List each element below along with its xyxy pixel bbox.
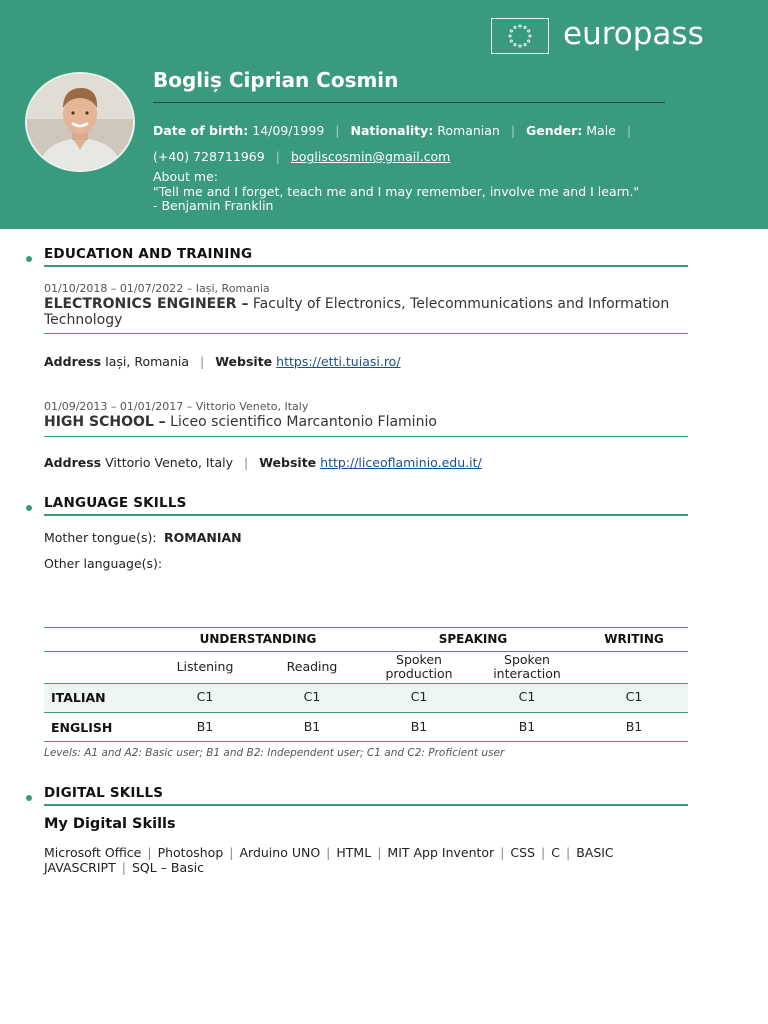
level-cell: C1 (303, 689, 321, 704)
separator: | (626, 123, 632, 138)
level-cell: B1 (410, 719, 428, 734)
subheader-spoken-production: Spoken production (385, 652, 453, 681)
section-bullet (26, 505, 32, 511)
subheader-reading: Reading (286, 659, 338, 674)
nationality-value: Romanian (437, 123, 500, 138)
address-label: Address (44, 455, 102, 470)
education-1-role: ELECTRONICS ENGINEER – (44, 296, 249, 312)
personal-info-line (153, 123, 638, 138)
skill-item: HTML (336, 845, 372, 860)
contact-line (153, 149, 450, 164)
skill-item: Microsoft Office (44, 845, 142, 860)
education-2-role: HIGH SCHOOL – (44, 414, 166, 430)
separator: | (326, 845, 331, 860)
subheader-listening: Listening (176, 659, 234, 674)
level-cell: B1 (625, 719, 643, 734)
section-title-languages: LANGUAGE SKILLS (44, 495, 187, 511)
level-cell: C1 (518, 689, 536, 704)
level-cell: B1 (518, 719, 536, 734)
mother-tongue-value: ROMANIAN (164, 530, 242, 545)
separator: | (565, 845, 571, 860)
education-1-title (44, 296, 684, 328)
header-understanding: UNDERSTANDING (199, 632, 317, 646)
separator: | (541, 845, 546, 860)
education-2-dates: 01/09/2013 – 01/01/2017 – Vittorio Veneto, Italy (44, 400, 309, 413)
section-title-digital: DIGITAL SKILLS (44, 785, 164, 801)
dob-value: 14/09/1999 (252, 123, 325, 138)
education-1-org: Faculty of Electronics, Telecommunications and Information Technology (44, 296, 670, 328)
skill-item: JAVASCRIPT (44, 859, 116, 875)
website-label: Website (259, 455, 317, 470)
education-1-website-link[interactable]: https://etti.tuiasi.ro/ (276, 354, 401, 369)
subheader-spoken-interaction: Spoken interaction (493, 652, 561, 681)
section-bullet (26, 256, 32, 262)
cv-header (0, 0, 768, 229)
table-row (44, 684, 688, 712)
about-label: About me: (153, 169, 219, 184)
mother-tongue-label: Mother tongue(s): (44, 530, 157, 545)
about-quote: "Tell me and I forget, teach me and I may remember, involve me and I learn." (153, 183, 640, 199)
level-cell: B1 (303, 719, 321, 734)
education-2-website-link[interactable]: http://liceoflaminio.edu.it/ (320, 455, 482, 470)
separator: | (200, 354, 205, 369)
section-bullet (26, 795, 32, 801)
skill-item: C (551, 845, 560, 860)
separator: | (335, 123, 340, 138)
section-divider (44, 804, 688, 806)
separator: | (229, 845, 234, 860)
avatar (25, 72, 135, 172)
table-rule (44, 651, 688, 652)
table-rule (44, 627, 688, 628)
entry-divider (44, 333, 688, 334)
section-divider (44, 514, 688, 516)
about-me (153, 170, 639, 214)
separator: | (147, 845, 152, 860)
address-label: Address (44, 354, 102, 369)
education-2-org: Liceo scientifico Marcantonio Flaminio (170, 414, 437, 430)
table-row (44, 713, 688, 741)
education-2-address-line (44, 455, 482, 470)
candidate-name: Bogliș Ciprian Cosmin (153, 68, 399, 92)
separator: | (500, 845, 505, 860)
europass-logo (491, 18, 731, 58)
skill-item: MIT App Inventor (387, 845, 495, 860)
level-cell: C1 (196, 689, 214, 704)
level-cell: C1 (410, 689, 428, 704)
email-link[interactable]: bogliscosmin@gmail.com (290, 149, 451, 164)
education-2-address: Vittorio Veneto, Italy (105, 455, 234, 470)
about-author: - Benjamin Franklin (153, 198, 274, 213)
digital-skills-list (44, 846, 684, 875)
separator: | (275, 149, 280, 164)
phone-number: (+40) 728711969 (153, 149, 265, 164)
skill-item: BASIC (576, 845, 614, 860)
gender-value: Male (586, 123, 616, 138)
header-speaking: SPEAKING (438, 632, 508, 646)
entry-divider (44, 436, 688, 437)
table-rule (44, 741, 688, 742)
section-title-education: EDUCATION AND TRAINING (44, 246, 253, 262)
education-1-address-line (44, 354, 401, 369)
language-name: ITALIAN (51, 690, 106, 705)
logo-wordmark: europass (563, 16, 704, 52)
education-2-title (44, 414, 684, 430)
header-writing: WRITING (604, 632, 664, 646)
level-cell: B1 (196, 719, 214, 734)
language-name: ENGLISH (51, 720, 113, 735)
section-divider (44, 265, 688, 267)
name-divider (153, 102, 665, 103)
other-languages-label: Other language(s): (44, 556, 163, 571)
education-1-address: Iași, Romania (105, 354, 190, 369)
website-label: Website (215, 354, 273, 369)
skill-item: Arduino UNO (239, 845, 321, 860)
levels-note: Levels: A1 and A2: Basic user; B1 and B2: Independent user; C1 and C2: Proficient user (44, 747, 505, 759)
dob-label: Date of birth: (153, 123, 249, 138)
nationality-label: Nationality: (350, 123, 434, 138)
skill-item: SQL – Basic (131, 859, 204, 875)
digital-skills-subtitle: My Digital Skills (44, 816, 176, 832)
education-1-dates: 01/10/2018 – 01/07/2022 – Iași, Romania (44, 282, 270, 295)
separator: | (510, 123, 516, 138)
separator: | (121, 859, 126, 875)
skill-item: CSS (510, 845, 536, 860)
separator: | (377, 845, 382, 860)
gender-label: Gender: (526, 123, 583, 138)
eu-flag-icon (491, 18, 549, 54)
separator: | (244, 455, 249, 470)
skill-item: Photoshop (157, 845, 224, 860)
level-cell: C1 (625, 689, 643, 704)
